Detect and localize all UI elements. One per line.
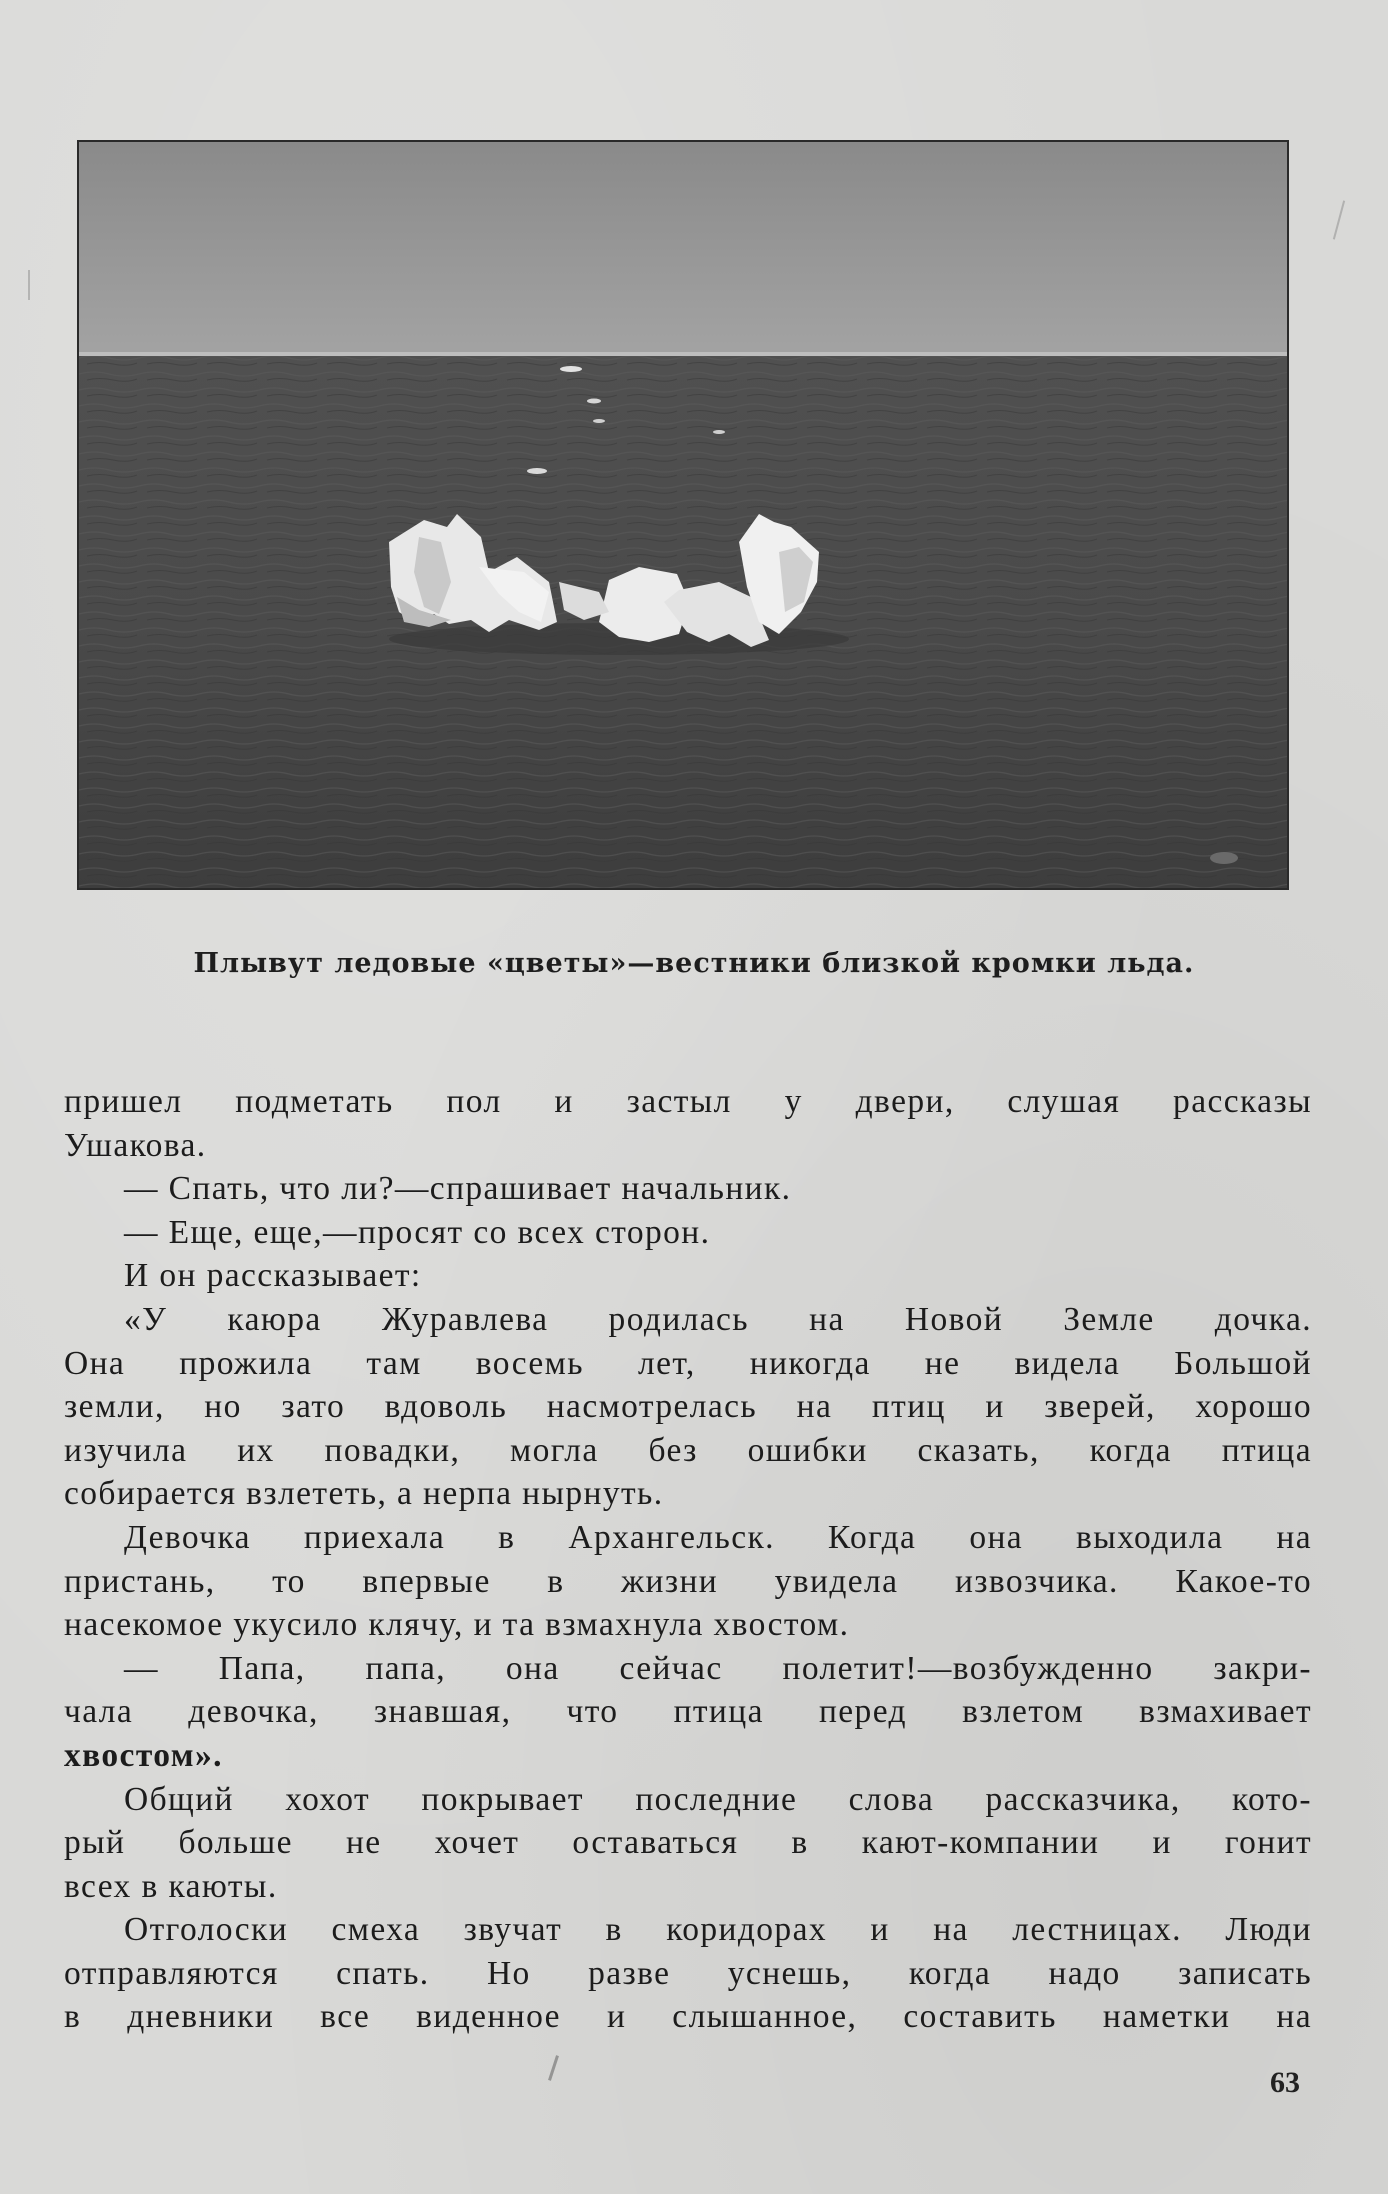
text-line: Отголоски смеха звучат в коридорах и на лестницах. Люди [124, 1911, 1312, 1949]
text-line: в дневники все виденное и слышанное, составить наметки на [64, 1998, 1312, 2036]
text-line: — Еще, еще,—просят со всех сторон. [124, 1213, 711, 1251]
photo-caption: Плывут ледовые «цветы»—вестники близкой кромки льда. [193, 948, 1195, 979]
text-line: Девочка приехала в Архангельск. Когда она выходила на [124, 1518, 1312, 1556]
text-line: И он рассказывает: [124, 1257, 422, 1295]
text-line: рый больше не хочет оставаться в кают-компании и гонит [64, 1824, 1312, 1862]
text-line: насекомое укусило клячу, и та взмахнула хвостом. [64, 1606, 850, 1644]
text-line: земли, но зато вдоволь насмотрелась на птиц и зверей, хорошо [64, 1388, 1312, 1426]
iceberg-photo [77, 140, 1289, 890]
text-line: собирается взлететь, а нерпа нырнуть. [64, 1475, 664, 1513]
text-line: хвостом». [64, 1736, 223, 1774]
text-line: Она прожила там восемь лет, никогда не видела Большой [64, 1344, 1312, 1382]
text-line: Общий хохот покрывает последние слова рассказчика, кото- [124, 1780, 1312, 1818]
text-line: пристань, то впервые в жизни увидела извозчика. Какое-то [64, 1562, 1312, 1600]
body-text [64, 1080, 1312, 2039]
text-line: пришел подметать пол и застыл у двери, слушая рассказы [64, 1083, 1312, 1120]
text-line: всех в каюты. [64, 1867, 278, 1905]
text-line: Ушакова. [64, 1126, 207, 1164]
page-number: 63 [1270, 2066, 1300, 2099]
paper-speck [548, 2055, 559, 2081]
text-line: изучила их повадки, могла без ошибки сказать, когда птица [64, 1431, 1312, 1469]
text-line: — Папа, папа, она сейчас полетит!—возбужденно закри- [124, 1649, 1312, 1687]
iceberg-photo-icon [79, 142, 1287, 888]
text-line: отправляются спать. Но разве уснешь, когда надо записать [64, 1954, 1312, 1992]
text-line: — Спать, что ли?—спрашивает начальник. [124, 1170, 792, 1208]
paper-speck [1333, 200, 1345, 239]
paper-speck [28, 270, 30, 300]
text-line: «У каюра Журавлева родилась на Новой Земле дочка. [124, 1300, 1312, 1338]
text-line: чала девочка, знавшая, что птица перед взлетом взмахивает [64, 1693, 1312, 1731]
